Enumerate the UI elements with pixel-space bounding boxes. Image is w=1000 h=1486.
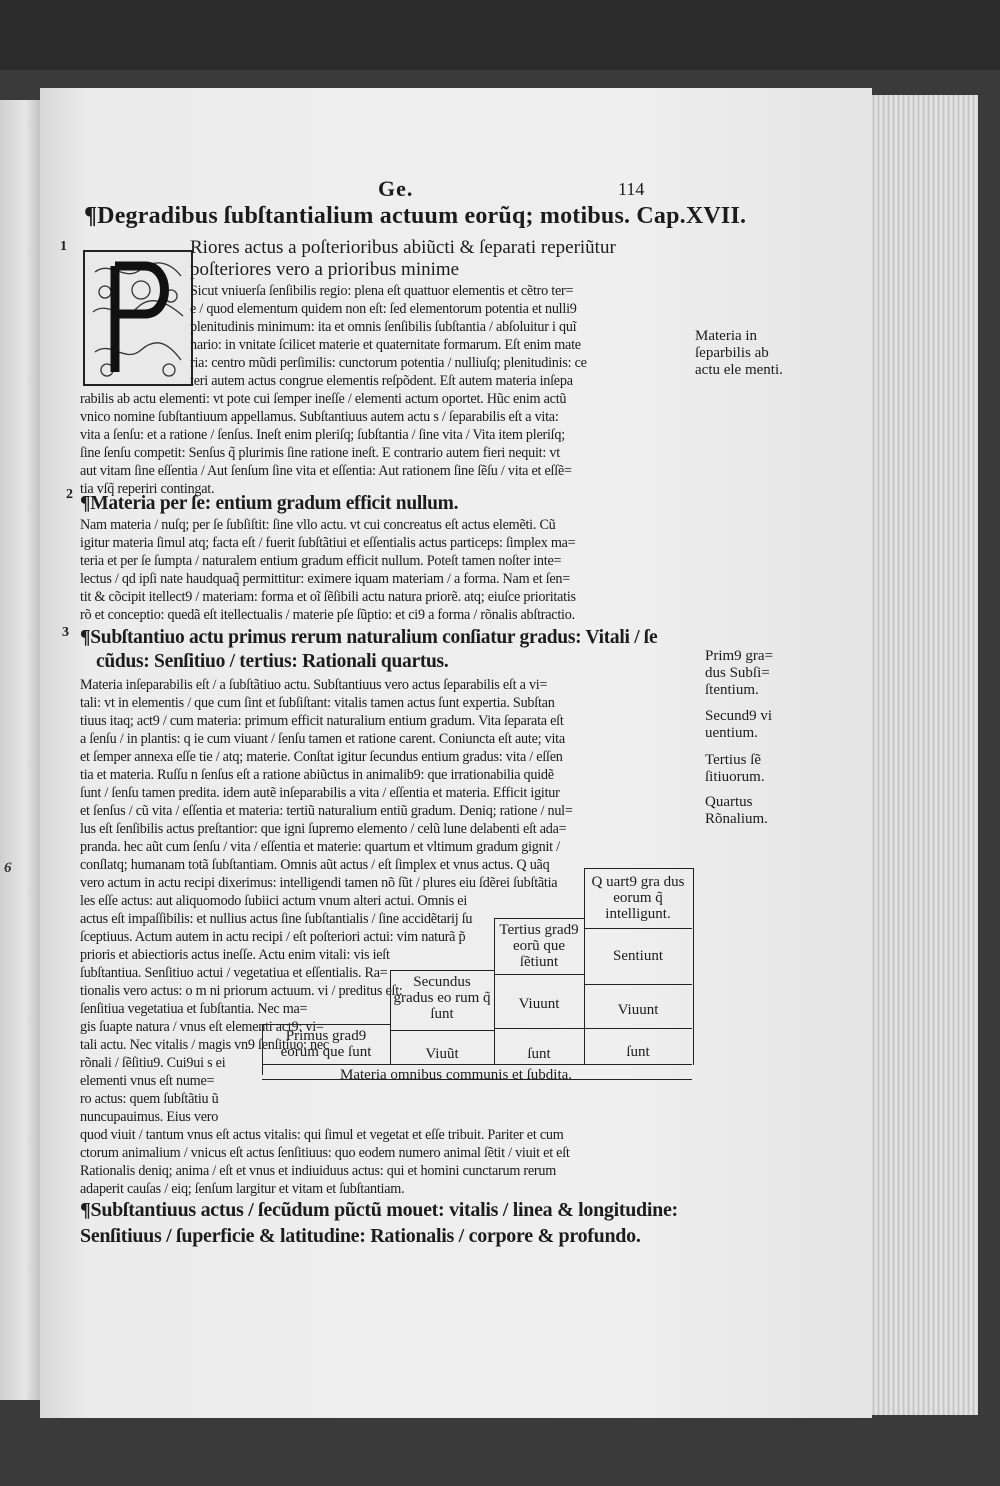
body-line: ro actus: quem ſubſtãtiu ũ bbox=[80, 1091, 219, 1107]
pilcrow-icon: ¶ bbox=[80, 1199, 91, 1221]
proposition: ¶Subſtantiuus actus / ſecũdum pũctũ mouet: vitalis / linea & longitudine: bbox=[80, 1199, 678, 1221]
table-cell: ſunt bbox=[527, 1046, 551, 1062]
lead-line: poſteriores vero a prioribus minime bbox=[190, 259, 460, 280]
section-number: 2 bbox=[66, 487, 73, 502]
body-line: Rationalis deniq; anima / eſt et vnus et indiuiduus actus: qui et homini cunctarum rerum bbox=[80, 1163, 557, 1179]
chapter-title: ¶Degradibus ſubſtantialium actuum eorũq; motibus. Cap.XVII. bbox=[84, 203, 747, 229]
proposition: ¶Subſtantiuo actu primus rerum naturalium conſiatur gradus: Vitali / ſe bbox=[80, 627, 658, 648]
table-header-cell: Secundus gradus eo rum q̃ ſunt bbox=[393, 974, 491, 1022]
body-line: lectus / qd ipſi nate haudquaq̃ permittitur: eximere iquam materiam / a forma. Nam et ſen= bbox=[80, 571, 571, 587]
table-cell: ſunt bbox=[626, 1044, 650, 1060]
decorated-initial-p-icon bbox=[85, 252, 191, 384]
section-number: 3 bbox=[62, 625, 69, 640]
body-line: pranda. hec aũt cum ſenſu / vita / eſſentia et materie: quartum et vltimum gradum gignit / bbox=[80, 839, 560, 855]
body-line: teria et per ſe ſumpta / naturalem entium gradum efficit nullum. Poteſt tamen noſter inte= bbox=[80, 553, 562, 569]
section-number: 1 bbox=[60, 239, 67, 254]
body-line: vnico nomine ſubſtantiuum appellamus. Subſtantiuus autem actu s / ſeparabilis eſt a vita: bbox=[80, 409, 559, 425]
body-line: conſlatq; humanam totã ſubſtantiam. Omnis aũt actus / eſt ſimplex et vnus actus. Q uãq bbox=[80, 857, 550, 873]
body-line: tia vſq̃ reperiri contingat. bbox=[80, 481, 215, 497]
proposition: Senſitiuus / ſuperficie & latitudine: Rationalis / corpore & profundo. bbox=[80, 1225, 641, 1247]
body-line: nario: in vnitate ſcilicet materie et quaternitate formarum. Eſt enim mate bbox=[190, 337, 581, 353]
body-line: e / quod elementum quidem non eſt: ſed elementorum potentia et nulli9 bbox=[190, 301, 577, 317]
margin-note: Prim9 gra= dus Subſi= ſtentium. bbox=[705, 648, 774, 698]
body-line: adaperit cauſas / eiq; ſenſum largitur et vitam et ſubſtantiam. bbox=[80, 1181, 405, 1197]
body-line: ſceptiuus. Actum autem in actu recipi / eſt poſteriori actui: vim naturã p̃ bbox=[80, 929, 466, 945]
left-page-fragment: 6 bbox=[4, 860, 12, 876]
body-line: rõnali / ſẽſitiu9. Cui9ui s ei bbox=[80, 1055, 226, 1071]
body-line: tia et materia. Ruſſu n ſenſus eſt a ratione abiũctus in animalib9: que irrationabilia quidẽ bbox=[80, 767, 554, 783]
body-line: Nam materia / nuſq; per ſe ſubſiſtit: ſine vllo actu. vt cui concreatus eſt actus elemẽti. Cũ bbox=[80, 517, 556, 533]
body-line: ſenſitiua vegetatiua et ſubſtantia. Nec ma= bbox=[80, 1001, 308, 1017]
lead-line: Riores actus a poſterioribus abiũcti & ſeparati reperiũtur bbox=[190, 237, 616, 258]
margin-note: Materia in ſeparbilis ab actu ele menti. bbox=[695, 328, 783, 378]
body-line: nuncupauimus. Eius vero bbox=[80, 1109, 219, 1125]
body-line: tiuus itaq; act9 / cum materia: primum efficit naturalium entium gradum. Vita ſeparata eſt bbox=[80, 713, 564, 729]
table-base-row: Materia omnibus communis et ſubdita. bbox=[340, 1067, 573, 1083]
body-line: tionalis vero actus: o m ni priorum actuum. vi / preditus eſt: bbox=[80, 983, 403, 999]
body-line: aut vitam ſine eſſentia / Aut ſenſum ſine vita et eſſentia: Aut rationem ſine ſẽſu / vita et eſſẽ= bbox=[80, 463, 572, 479]
body-line: lus eſt ſenſibilis actus preſtantior: que igni ſupremo elemento / celũ lune delabenti eſt ada= bbox=[80, 821, 567, 837]
body-line: ſubſtantiua. Senſitiuo actui / vegetatiua et eſſentialis. Ra= bbox=[80, 965, 388, 981]
table-cell: Viuunt bbox=[518, 996, 560, 1012]
folio-number: 114 bbox=[618, 179, 645, 199]
body-line: tit & cõcipit itellect9 / materiam: forma et oĩ ſẽſibili actu natura priorẽ. atq; eiuſce prioritatis bbox=[80, 589, 576, 605]
body-line: igitur materia ſimul atq; facta eſt / fuerit ſubſtãtiui et eſſentialis actus particeps: ſimplex ma= bbox=[80, 535, 576, 551]
body-line: teri autem actus congrue elementis reſpõdent. Eſt autem materia inſepa bbox=[190, 373, 573, 389]
pilcrow-icon: ¶ bbox=[84, 203, 98, 229]
body-line: et ſenſus / cũ vita / eſſentia et materia: tertiũ naturalium entiũ gradum. Deniq; ratione / nul= bbox=[80, 803, 573, 819]
body-line: prioris et abiectioris actus ineſſe. Actu enim vitali: vis ieſt bbox=[80, 947, 390, 963]
body-line: Materia inſeparabilis eſt / a ſubſtãtiuo actu. Subſtantiuus vero actus ſeparabilis eſt a vi= bbox=[80, 677, 548, 693]
body-line: gis ſuapte natura / vnus eſt elementi act9: vi= bbox=[80, 1019, 324, 1035]
page-fore-edge bbox=[868, 95, 978, 1415]
body-line: et ſemper annexa eſſe tie / atq; materie. Conſtat igitur ſecundus entium gradus: vita / eſſen bbox=[80, 749, 563, 765]
body-line: rõ et conceptio: quedã eſt itellectualis / materie pſe ſũptio: et ci9 a forma / rõnalis abſtractio. bbox=[80, 607, 575, 623]
body-line: les eſſe actus: aut aliquomodo ſubiici actum vnum alteri actui. Omnis ei bbox=[80, 893, 468, 909]
body-line: ſunt / ſenſu tamen predita. idem autẽ inſeparabilis a vita / eſſentia et materia. Efficit igitur bbox=[80, 785, 560, 801]
table-cell: Viuũt bbox=[425, 1046, 459, 1062]
body-line: rabilis ab actu elementi: vt pote cui ſemper ineſſe / elementi actum oportet. Hũc enim actũ bbox=[80, 391, 567, 407]
proposition: cũdus: Senſitiuo / tertius: Rationali quartus. bbox=[96, 651, 449, 672]
table-header-cell: Tertius grad9 eorũ que ſẽtiunt bbox=[499, 922, 579, 970]
table-cell: Viuunt bbox=[617, 1002, 659, 1018]
body-line: plenitudinis minimum: ita et omnis ſenſibilis ſubſtantia / abſoluitur i quĩ bbox=[190, 319, 577, 335]
body-line: vita a ſenſu: et a ratione / ſenſus. Ineſt enim pleriſq; ſubſtantia / ſine vita / Vita item pleriſq; bbox=[80, 427, 565, 443]
body-line: quod viuit / tantum vnus eſt actus vitalis: qui ſimul et vegetat et eſſe tribuit. Pariter et cum bbox=[80, 1127, 564, 1143]
margin-note: Tertius ſẽ ſitiuorum. bbox=[705, 752, 765, 785]
pilcrow-icon: ¶ bbox=[80, 627, 91, 648]
body-line: ſine ſenſu competit: Senſus q̃ plurimis ſine ratione ineſt. E contrario autem fieri nequit: vt bbox=[80, 445, 560, 461]
table-cell: Sentiunt bbox=[612, 948, 663, 964]
body-line: a ſenſu / in plantis: q ie cum viuant / ſenſu tamen et ratione carent. Coniuncta eſt aute; vita bbox=[80, 731, 565, 747]
body-line: Sicut vniuerſa ſenſibilis regio: plena eſt quattuor elementis et cẽtro ter= bbox=[190, 283, 574, 299]
body-line: ctorum animalium / vnicus eſt actus ſenſitiuus: quo eodem numero animal ſẽtit / viuit et eſt bbox=[80, 1145, 570, 1161]
table-header-cell: Primus grad9 eorum que ſunt bbox=[280, 1028, 372, 1060]
proposition: ¶Materia per ſe: entium gradum efficit nullum. bbox=[80, 493, 459, 514]
running-head: Ge. bbox=[378, 176, 414, 201]
margin-note: Quartus Rõnalium. bbox=[705, 794, 768, 827]
body-line: actus eſt impaſſibilis: et nullius actus ſine ſubſtantialis / ſine accidẽtarij ſu bbox=[80, 911, 473, 927]
decorated-initial bbox=[83, 250, 193, 386]
margin-note: Secund9 vi uentium. bbox=[705, 708, 773, 741]
body-line: elementi vnus eſt nume= bbox=[80, 1073, 215, 1089]
table-header-cell: Q uart9 gra dus eorum q̃ intelligunt. bbox=[591, 874, 685, 922]
body-line: vero actum in actu recipi dixerimus: intelligendi tamen nõ ſũt / plures eiu ſdẽrei ſubſtãtia bbox=[80, 875, 558, 891]
body-line: tali actu. Nec vitalis / magis vn9 ſenſitiuo: nec bbox=[80, 1037, 329, 1053]
pilcrow-icon: ¶ bbox=[80, 493, 91, 514]
body-line: ria: centro mũdi perſimilis: cunctorum potentia / nulliuſq; plenitudinis: ce bbox=[190, 355, 587, 371]
body-line: tali: vt in elementis / que cum ſint et ſubſiſtant: vitalis tamen actus ſunt expertia. Subſtan bbox=[80, 695, 555, 711]
left-page-edge bbox=[0, 100, 42, 1400]
